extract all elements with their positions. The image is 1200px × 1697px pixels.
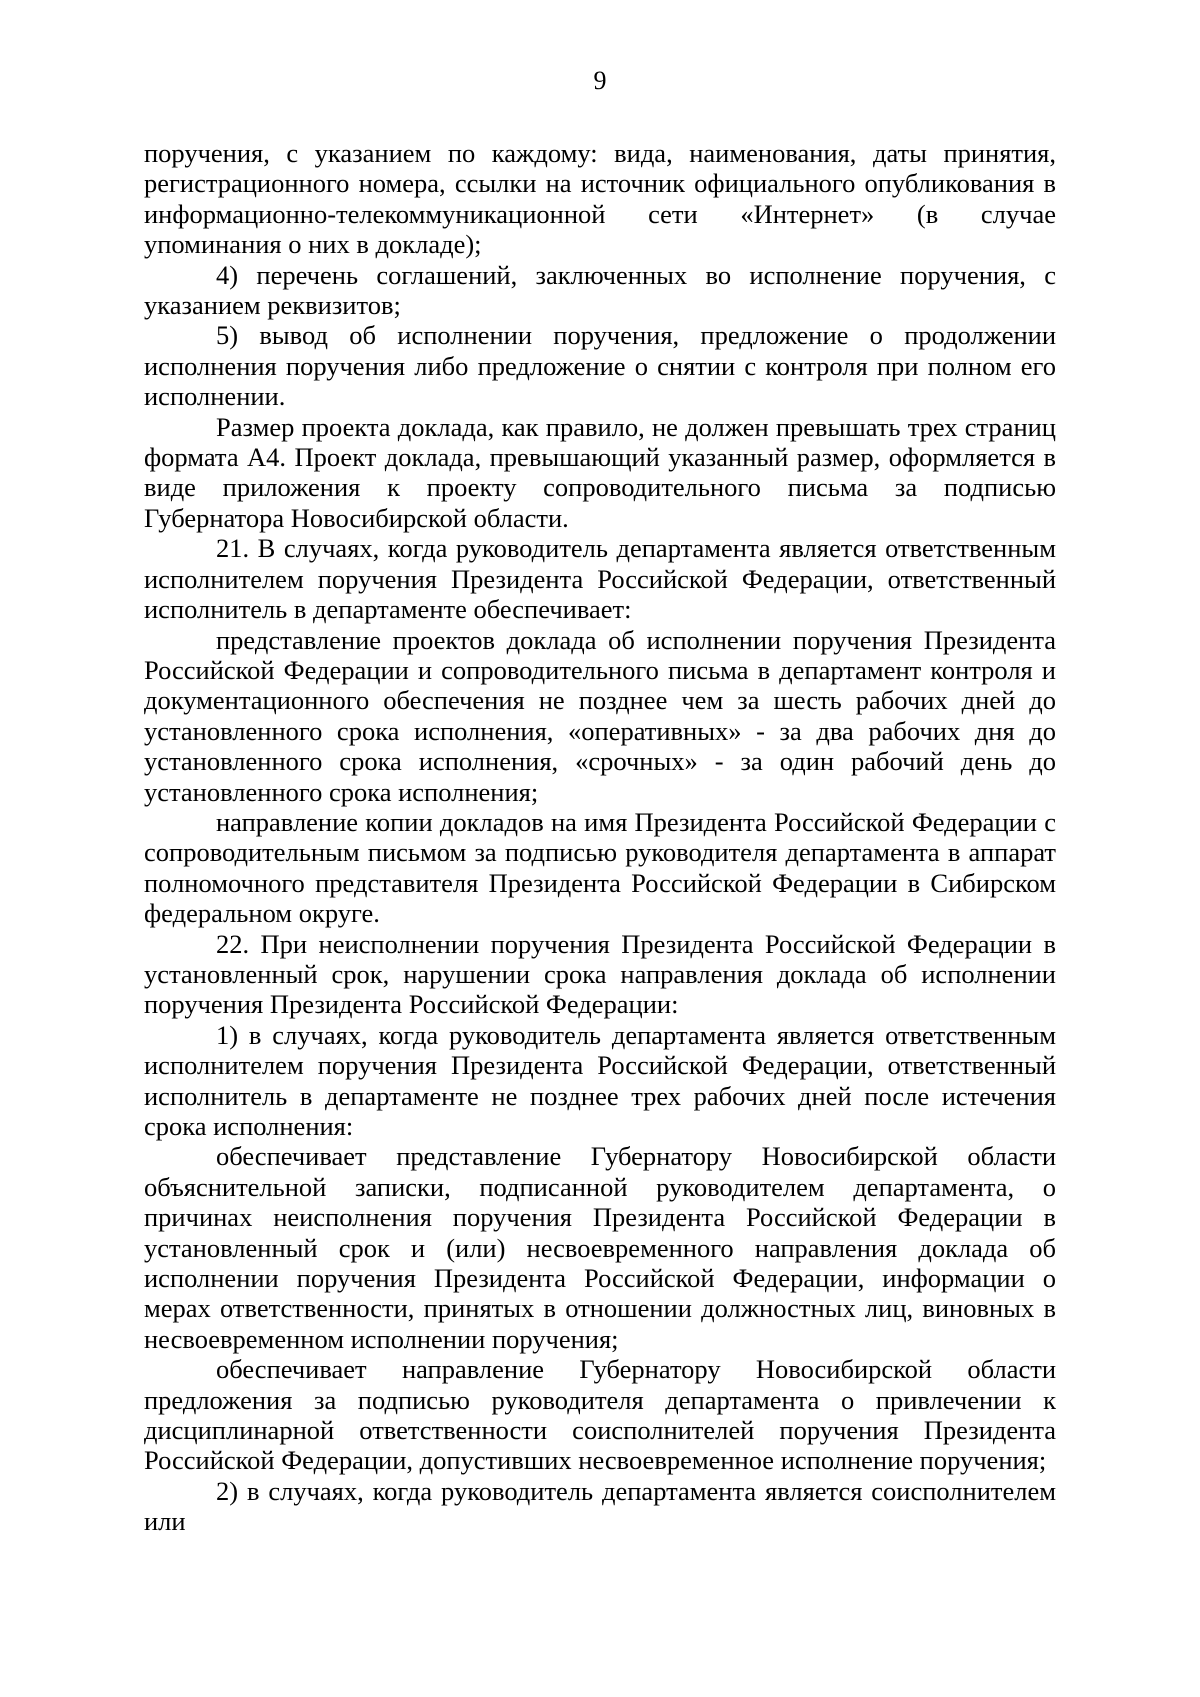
paragraph-item-5: 5) вывод об исполнении поручения, предложение о продолжении исполнения поручения либо предложение о снятии с контроля при полном его исполнении.	[144, 320, 1056, 412]
paragraph-report-size: Размер проекта доклада, как правило, не должен превышать трех страниц формата А4. Проект доклада, превышающий указанный размер, оформляется в виде приложения к проекту сопроводительного письма за подписью Губернатора Новосибирской области.	[144, 411, 1056, 533]
paragraph-clause-21-submission: представление проектов доклада об исполнении поручения Президента Российской Федерации и сопроводительного письма в департамент контроля и документационного обеспечения не позднее чем за шесть рабочих дней до установленного срока исполнения, «оперативных» - за два рабочих дня до установленного срока исполнения, «срочных» - за один рабочий день до установленного срока исполнения;	[144, 624, 1056, 807]
paragraph-clause-22-item-1: 1) в случаях, когда руководитель департамента является ответственным исполнителем поручения Президента Российской Федерации, ответственный исполнитель в департаменте не позднее трех рабочих дней после истечения срока исполнения:	[144, 1019, 1056, 1141]
paragraph-clause-21: 21. В случаях, когда руководитель департамента является ответственным исполнителем поручения Президента Российской Федерации, ответственный исполнитель в департаменте обеспечивает:	[144, 533, 1056, 625]
paragraph-item-4: 4) перечень соглашений, заключенных во исполнение поручения, с указанием реквизитов;	[144, 259, 1056, 321]
paragraph-continuation: поручения, с указанием по каждому: вида, наименования, даты принятия, регистрационного номера, ссылки на источник официального опубликования в информационно-телекоммуникационной сети «Интернет» (в случае упоминания о них в докладе);	[144, 138, 1056, 260]
page-number: 9	[593, 66, 607, 95]
paragraph-clause-22-explanatory-note: обеспечивает представление Губернатору Новосибирской области объяснительной записки, подписанной руководителем департамента, о причинах неисполнения поручения Президента Российской Федерации в установленный срок и (или) несвоевременного направления доклада об исполнении поручения Президента Российской Федерации, информации о мерах ответственности, принятых в отношении должностных лиц, виновных в несвоевременном исполнении поручения;	[144, 1141, 1056, 1354]
document-body	[144, 138, 1056, 1537]
paragraph-clause-22-disciplinary: обеспечивает направление Губернатору Новосибирской области предложения за подписью руководителя департамента о привлечении к дисциплинарной ответственности соисполнителей поручения Президента Российской Федерации, допустивших несвоевременное исполнение поручения;	[144, 1354, 1056, 1476]
paragraph-clause-22: 22. При неисполнении поручения Президента Российской Федерации в установленный срок, нарушении срока направления доклада об исполнении поручения Президента Российской Федерации:	[144, 928, 1056, 1020]
paragraph-clause-21-copies: направление копии докладов на имя Президента Российской Федерации с сопроводительным письмом за подписью руководителя департамента в аппарат полномочного представителя Президента Российской Федерации в Сибирском федеральном округе.	[144, 806, 1056, 929]
paragraph-clause-22-item-2: 2) в случаях, когда руководитель департамента является соисполнителем или	[144, 1475, 1056, 1537]
